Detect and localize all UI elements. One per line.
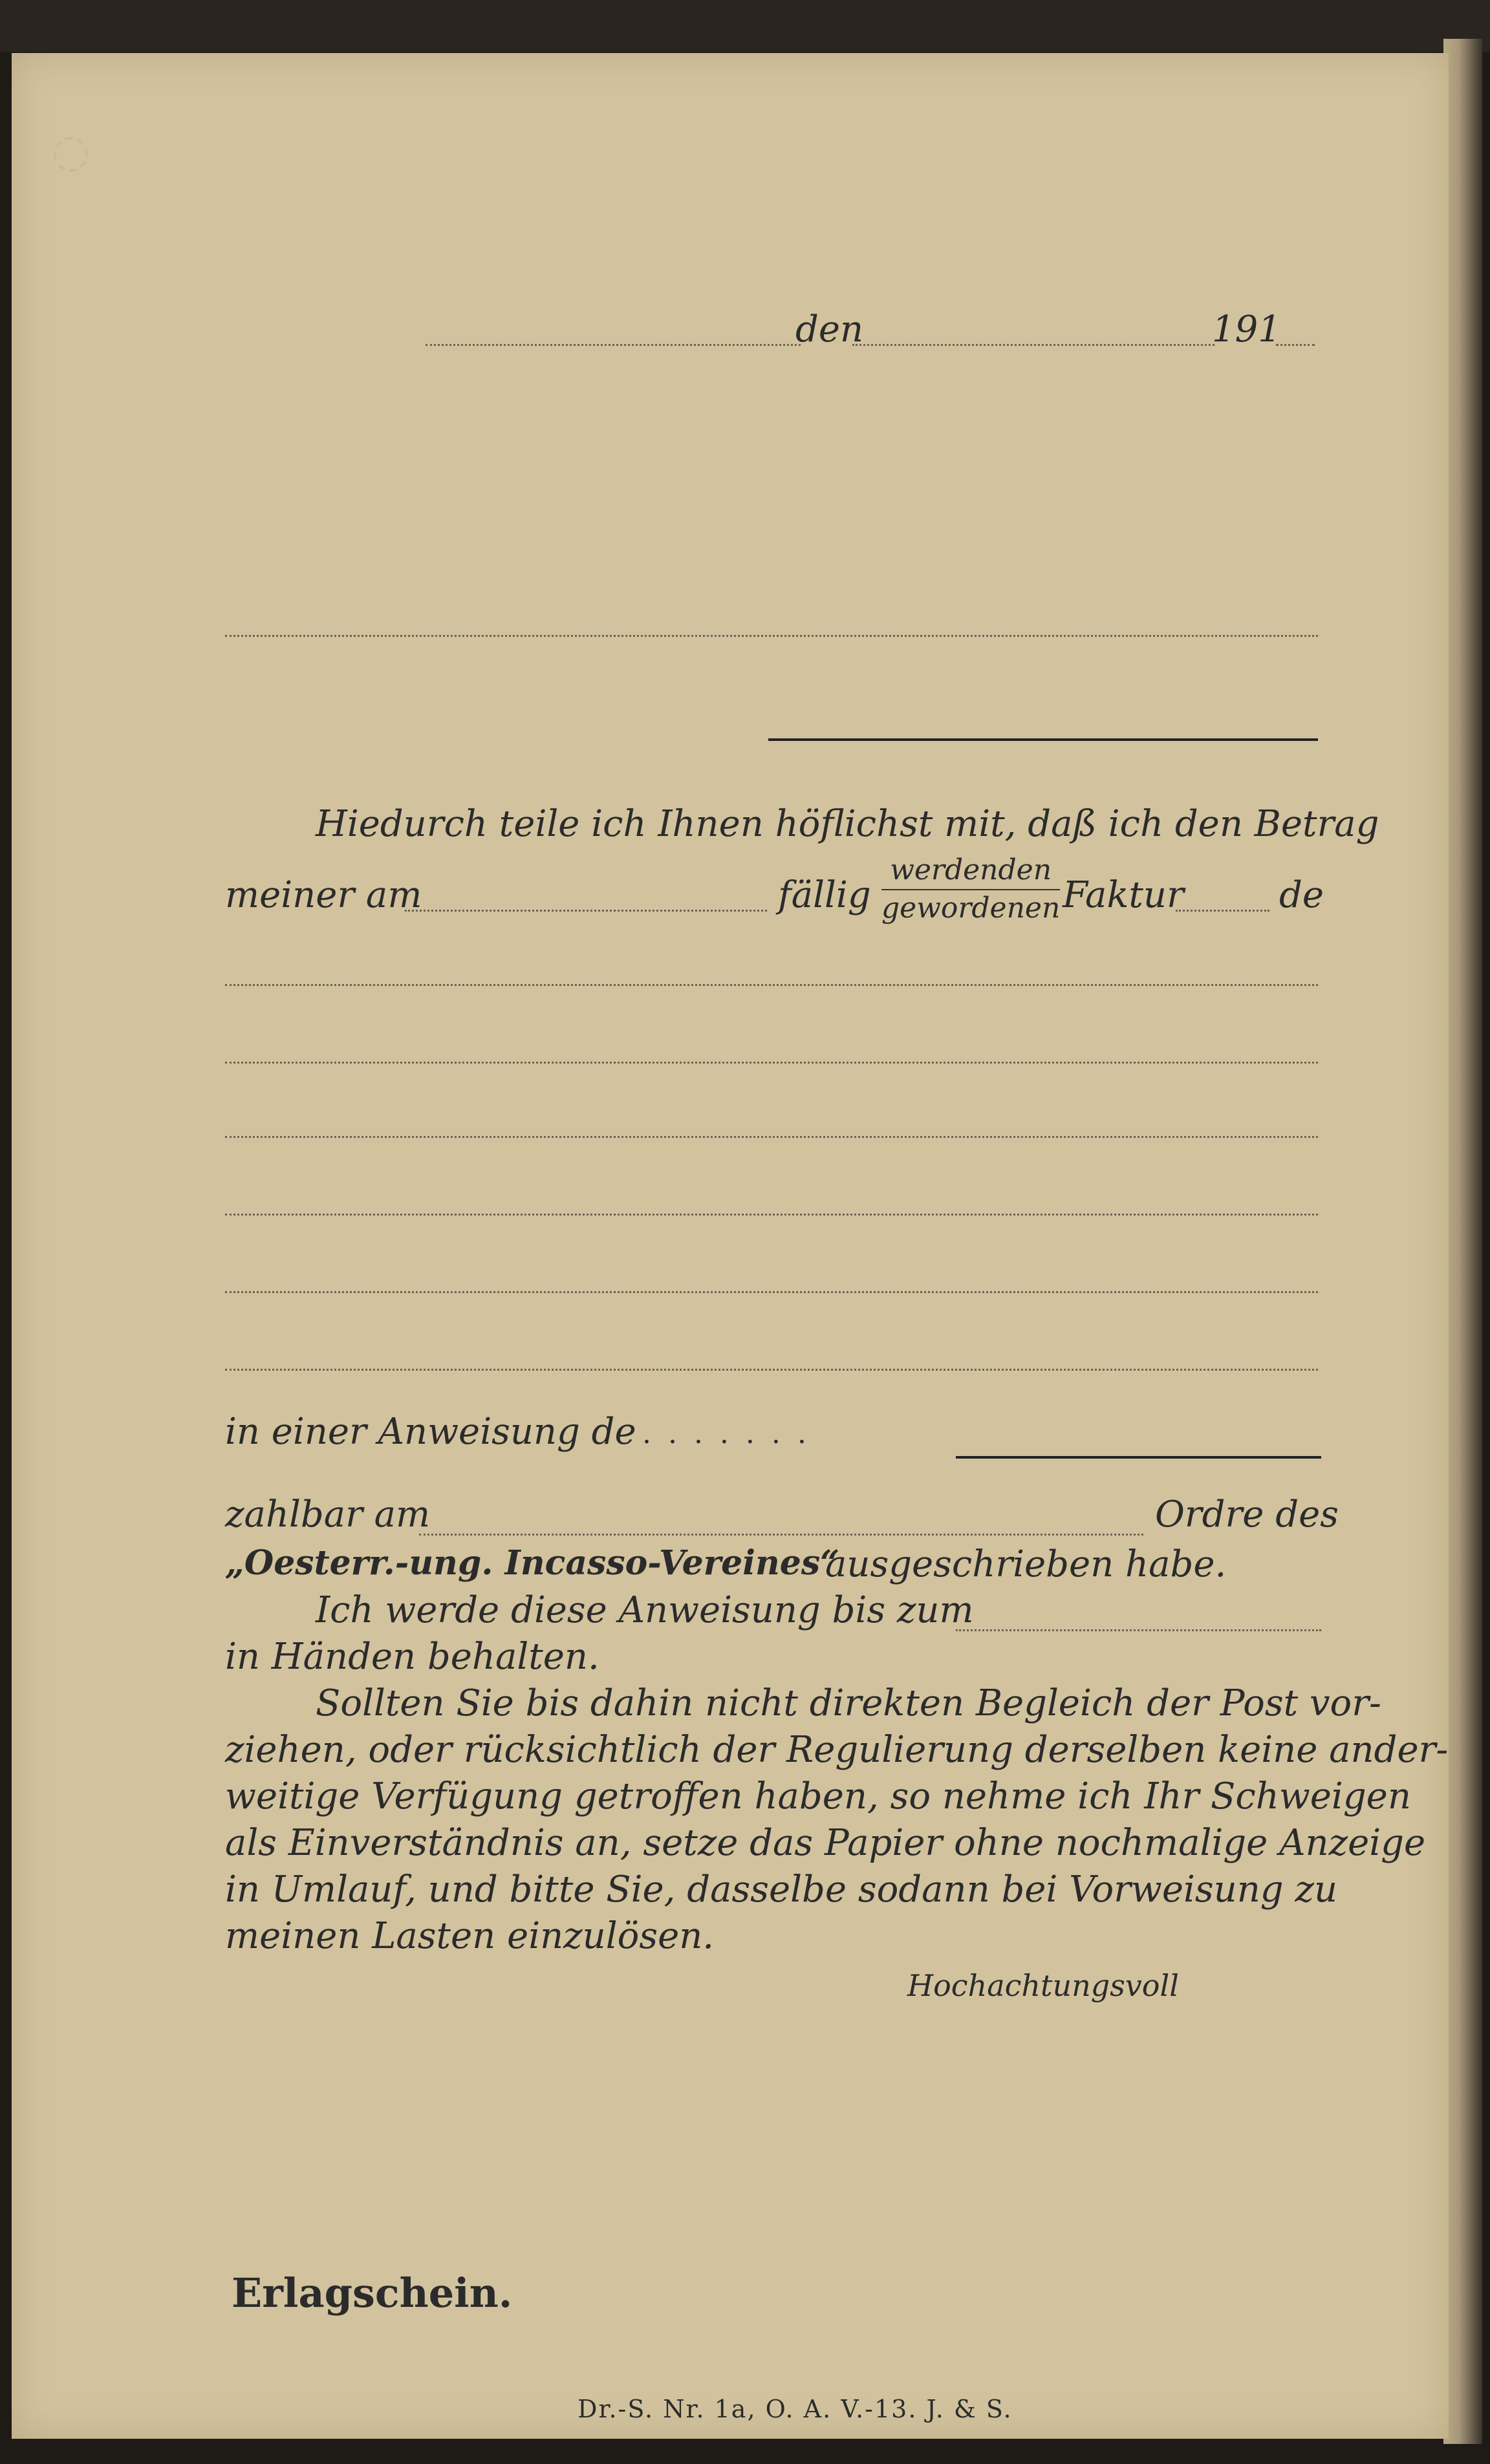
ordre-label: Ordre des: [1155, 1494, 1339, 1536]
address-line-2[interactable]: [768, 738, 1318, 741]
form-page: [12, 53, 1449, 2439]
frac-top: werdenden: [881, 853, 1060, 890]
date-field[interactable]: [852, 344, 1215, 346]
paragraph-line-3: weitige Verfügung getroffen haben, so nehme ich Ihr Schweigen: [225, 1775, 1411, 1817]
address-line-1[interactable]: [225, 635, 1318, 637]
paragraph-line-2: ziehen, oder rücksichtlich der Regulierung derselben keine ander-: [225, 1729, 1449, 1771]
paragraph-line-1: Sollten Sie bis dahin nicht direkten Begleich der Post vor-: [316, 1682, 1381, 1724]
faktur-label: Faktur: [1063, 874, 1184, 916]
entry-line-2[interactable]: [225, 1062, 1318, 1064]
meiner-am-label: meiner am: [225, 874, 422, 916]
intro-text: Hiedurch teile ich Ihnen höflichst mit, daß ich den Betrag: [316, 803, 1379, 845]
page-edge: [1443, 39, 1482, 2444]
printer-imprint: Dr.-S. Nr. 1a, O. A. V.-13. J. & S.: [578, 2395, 1013, 2423]
verein-name: „Oesterr.-ung. Incasso-Vereines“: [225, 1543, 840, 1583]
paragraph-line-6: meinen Lasten einzulösen.: [225, 1915, 715, 1957]
werdenden-gewordenen-fraction: [881, 853, 1060, 925]
year-field[interactable]: [1276, 344, 1315, 346]
zahlbar-label: zahlbar am: [225, 1494, 431, 1536]
background-top: [0, 0, 1490, 52]
anweisung-dots: . . . . . . .: [642, 1417, 810, 1450]
entry-line-5[interactable]: [225, 1291, 1318, 1293]
faktur-field[interactable]: [1176, 910, 1269, 912]
closing-text: Hochachtungsvoll: [907, 1968, 1179, 2003]
entry-line-4[interactable]: [225, 1214, 1318, 1216]
entry-line-1[interactable]: [225, 984, 1318, 986]
faint-stamp-icon: ◌: [47, 122, 94, 180]
paragraph-line-4: als Einverständnis an, setze das Papier ohne nochmalige Anzeige: [225, 1822, 1426, 1864]
zahlbar-field[interactable]: [419, 1534, 1143, 1536]
ausgeschrieben-text: ausgeschrieben habe.: [825, 1543, 1227, 1585]
entry-line-6[interactable]: [225, 1369, 1318, 1371]
bis-zum-text: Ich werde diese Anweisung bis zum: [316, 1589, 974, 1631]
anweisung-label: in einer Anweisung de: [225, 1411, 636, 1453]
haenden-text: in Händen behalten.: [225, 1636, 599, 1678]
den-label: den: [795, 308, 864, 350]
entry-line-3[interactable]: [225, 1136, 1318, 1138]
de-label: de: [1279, 874, 1324, 916]
year-label: 191: [1212, 308, 1281, 350]
place-field[interactable]: [426, 344, 801, 346]
paragraph-line-5: in Umlauf, und bitte Sie, dasselbe sodann bei Vorweisung zu: [225, 1869, 1338, 1911]
form-title: Erlagschein.: [232, 2269, 513, 2317]
frac-bottom: gewordenen: [881, 892, 1061, 925]
bis-zum-field[interactable]: [956, 1629, 1321, 1631]
due-date-field[interactable]: [405, 910, 767, 912]
amount-field[interactable]: [956, 1456, 1321, 1459]
faellig-label: fällig: [778, 874, 871, 916]
